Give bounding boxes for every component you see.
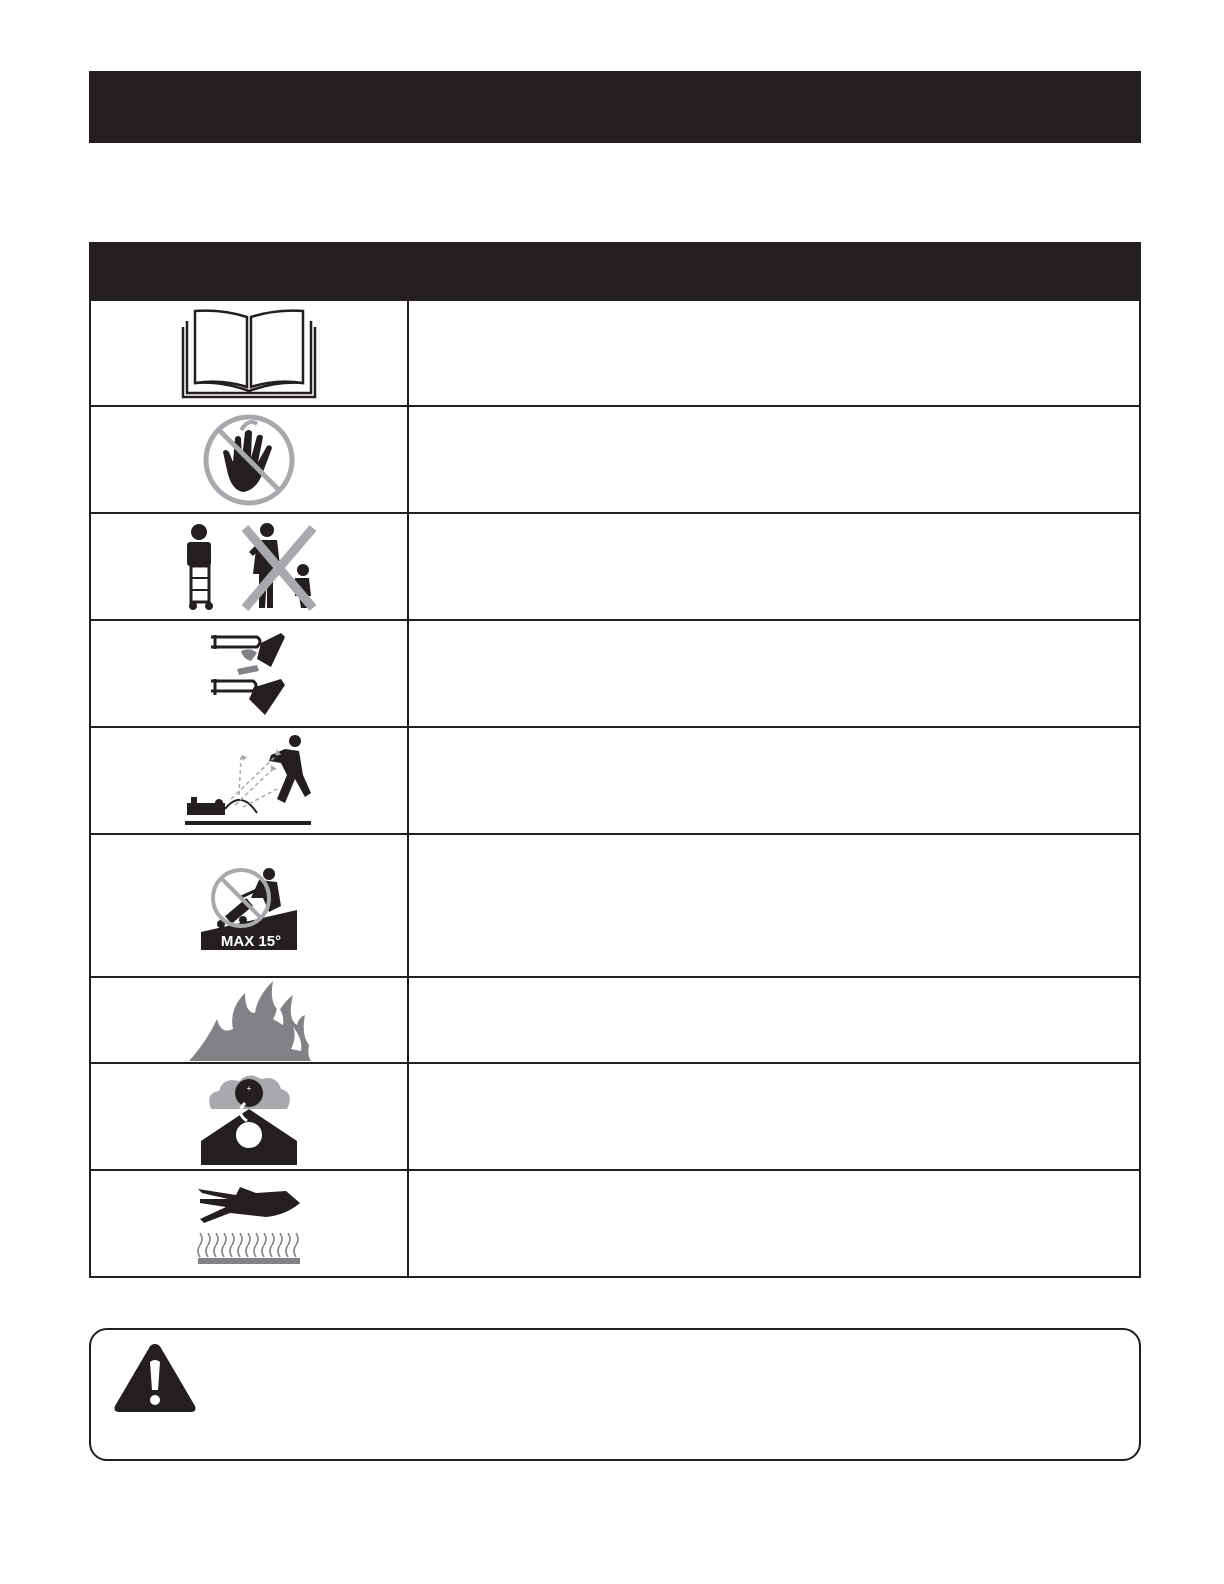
fire-flame-icon: [187, 979, 311, 1061]
table-row: [90, 977, 1140, 1063]
table-row: [90, 834, 1140, 977]
table-row: [90, 406, 1140, 513]
safety-symbols-table: [89, 242, 1141, 1278]
symbol-cell: [90, 406, 408, 513]
meaning-cell: [408, 513, 1140, 620]
slope-limit-label: MAX 15°: [220, 932, 282, 950]
table-row: [90, 1063, 1140, 1170]
thrown-objects-icon: [181, 733, 317, 829]
foot-crush-hazard-icon: [201, 629, 297, 719]
symbol-column-header: [90, 243, 408, 300]
operators-manual-icon: [177, 305, 321, 401]
hot-surface-icon: [196, 1183, 302, 1265]
warning-triangle-icon: [112, 1340, 198, 1416]
symbol-cell: [90, 300, 408, 406]
symbol-cell: [90, 1063, 408, 1170]
meaning-cell: [408, 620, 1140, 727]
warning-box: [89, 1328, 1141, 1461]
meaning-cell: [408, 727, 1140, 834]
slope-max-15-icon: [199, 862, 299, 950]
symbol-cell: [90, 513, 408, 620]
meaning-column-header: [408, 243, 1140, 300]
meaning-cell: [408, 834, 1140, 977]
svg-text:+: +: [246, 1083, 252, 1093]
table-row: [90, 727, 1140, 834]
table-header-row: [90, 243, 1140, 300]
table-row: [90, 300, 1140, 406]
meaning-cell: [408, 1063, 1140, 1170]
symbol-cell: [90, 977, 408, 1063]
meaning-cell: [408, 1170, 1140, 1277]
symbol-cell: [90, 727, 408, 834]
page-title-bar: [89, 71, 1141, 143]
symbol-cell: [90, 620, 408, 727]
meaning-cell: [408, 300, 1140, 406]
meaning-cell: [408, 977, 1140, 1063]
table-row: [90, 513, 1140, 620]
no-hands-blade-icon: [201, 412, 297, 508]
table-row: [90, 1170, 1140, 1277]
keep-bystanders-away-icon: [175, 522, 323, 612]
meaning-cell: [408, 406, 1140, 513]
table-row: [90, 620, 1140, 727]
toxic-fumes-icon: [199, 1069, 299, 1165]
symbol-cell: [90, 1170, 408, 1277]
symbol-cell: [90, 834, 408, 977]
